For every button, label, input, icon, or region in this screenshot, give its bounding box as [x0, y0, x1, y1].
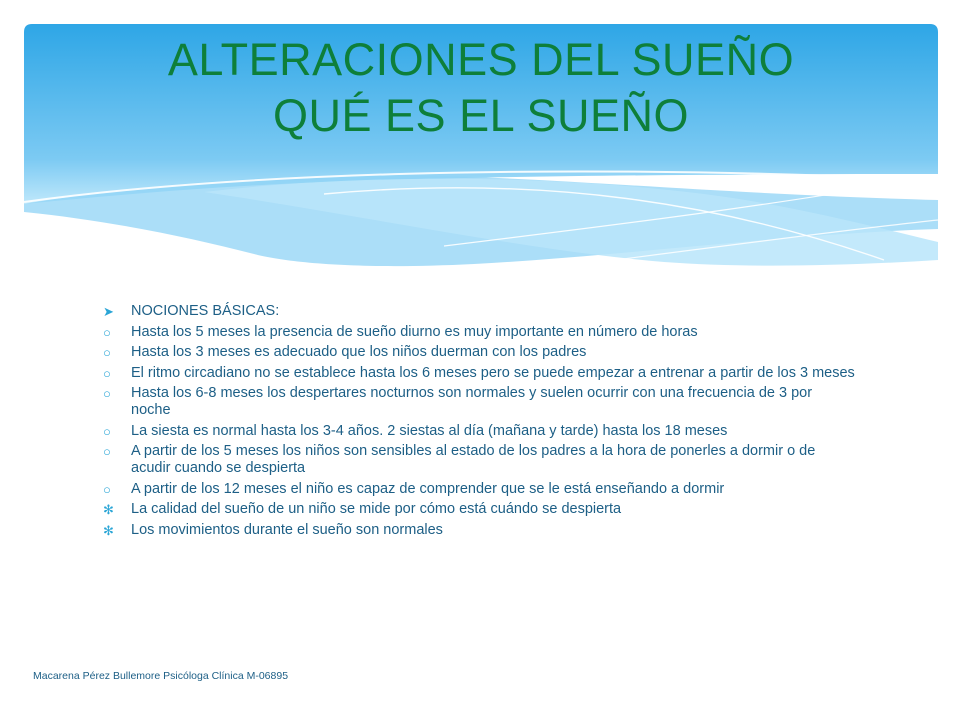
list-item	[103, 423, 855, 440]
circle-bullet-icon: ○	[103, 423, 111, 439]
star-bullet-icon: ✻	[103, 522, 114, 538]
star-bullet-icon: ✻	[103, 502, 114, 517]
circle-bullet-icon: ○	[103, 345, 111, 360]
list-item-text: La calidad del sueño de un niño se mide por cómo está cuándo se despierta	[131, 501, 622, 517]
header-banner	[24, 24, 938, 274]
list-item	[103, 303, 855, 320]
list-item-text: A partir de los 5 meses los niños son sensibles al estado de los padres a la hora de ponerles a dormir o de acudir cuando se despierta	[131, 443, 816, 476]
slide-title	[24, 32, 938, 144]
list-item-text: Hasta los 6-8 meses los despertares nocturnos son normales y suelen ocurrir con una frecuencia de 3 por noche	[131, 385, 813, 418]
circle-bullet-icon: ○	[103, 324, 111, 340]
list-item-text: Hasta los 5 meses la presencia de sueño diurno es muy importante en número de horas	[131, 323, 698, 340]
circle-bullet-icon: ○	[103, 365, 111, 381]
circle-bullet-icon: ○	[103, 444, 111, 459]
list-item-text: A partir de los 12 meses el niño es capaz de comprender que se le está enseñando a dormir	[131, 480, 725, 497]
list-item	[103, 385, 855, 419]
list-item-text: Hasta los 3 meses es adecuado que los niños duerman con los padres	[131, 344, 587, 360]
circle-bullet-icon: ○	[103, 386, 111, 401]
list-item	[103, 365, 855, 382]
list-item	[103, 481, 855, 498]
list-item	[103, 324, 855, 341]
list-item-text: La siesta es normal hasta los 3-4 años. 2 siestas al día (mañana y tarde) hasta los 18 meses	[131, 422, 728, 439]
list-item-text: Los movimientos durante el sueño son normales	[131, 521, 443, 538]
title-line-1: ALTERACIONES DEL SUEÑO	[167, 34, 795, 85]
list-item-text: NOCIONES BÁSICAS:	[131, 303, 280, 319]
arrow-bullet-icon: ➤	[103, 304, 114, 319]
list-item	[103, 443, 855, 477]
circle-bullet-icon: ○	[103, 481, 111, 497]
list-item-text: El ritmo circadiano no se establece hasta los 6 meses pero se puede empezar a entrenar a partir de los 3 meses	[131, 364, 855, 381]
bullet-list	[103, 303, 855, 542]
list-item	[103, 501, 855, 518]
list-item	[103, 522, 855, 539]
title-line-2: QUÉ ES EL SUEÑO	[273, 90, 689, 141]
list-item	[103, 344, 855, 361]
footer-credit: Macarena Pérez Bullemore Psicóloga Clínica M-06895	[33, 670, 289, 682]
